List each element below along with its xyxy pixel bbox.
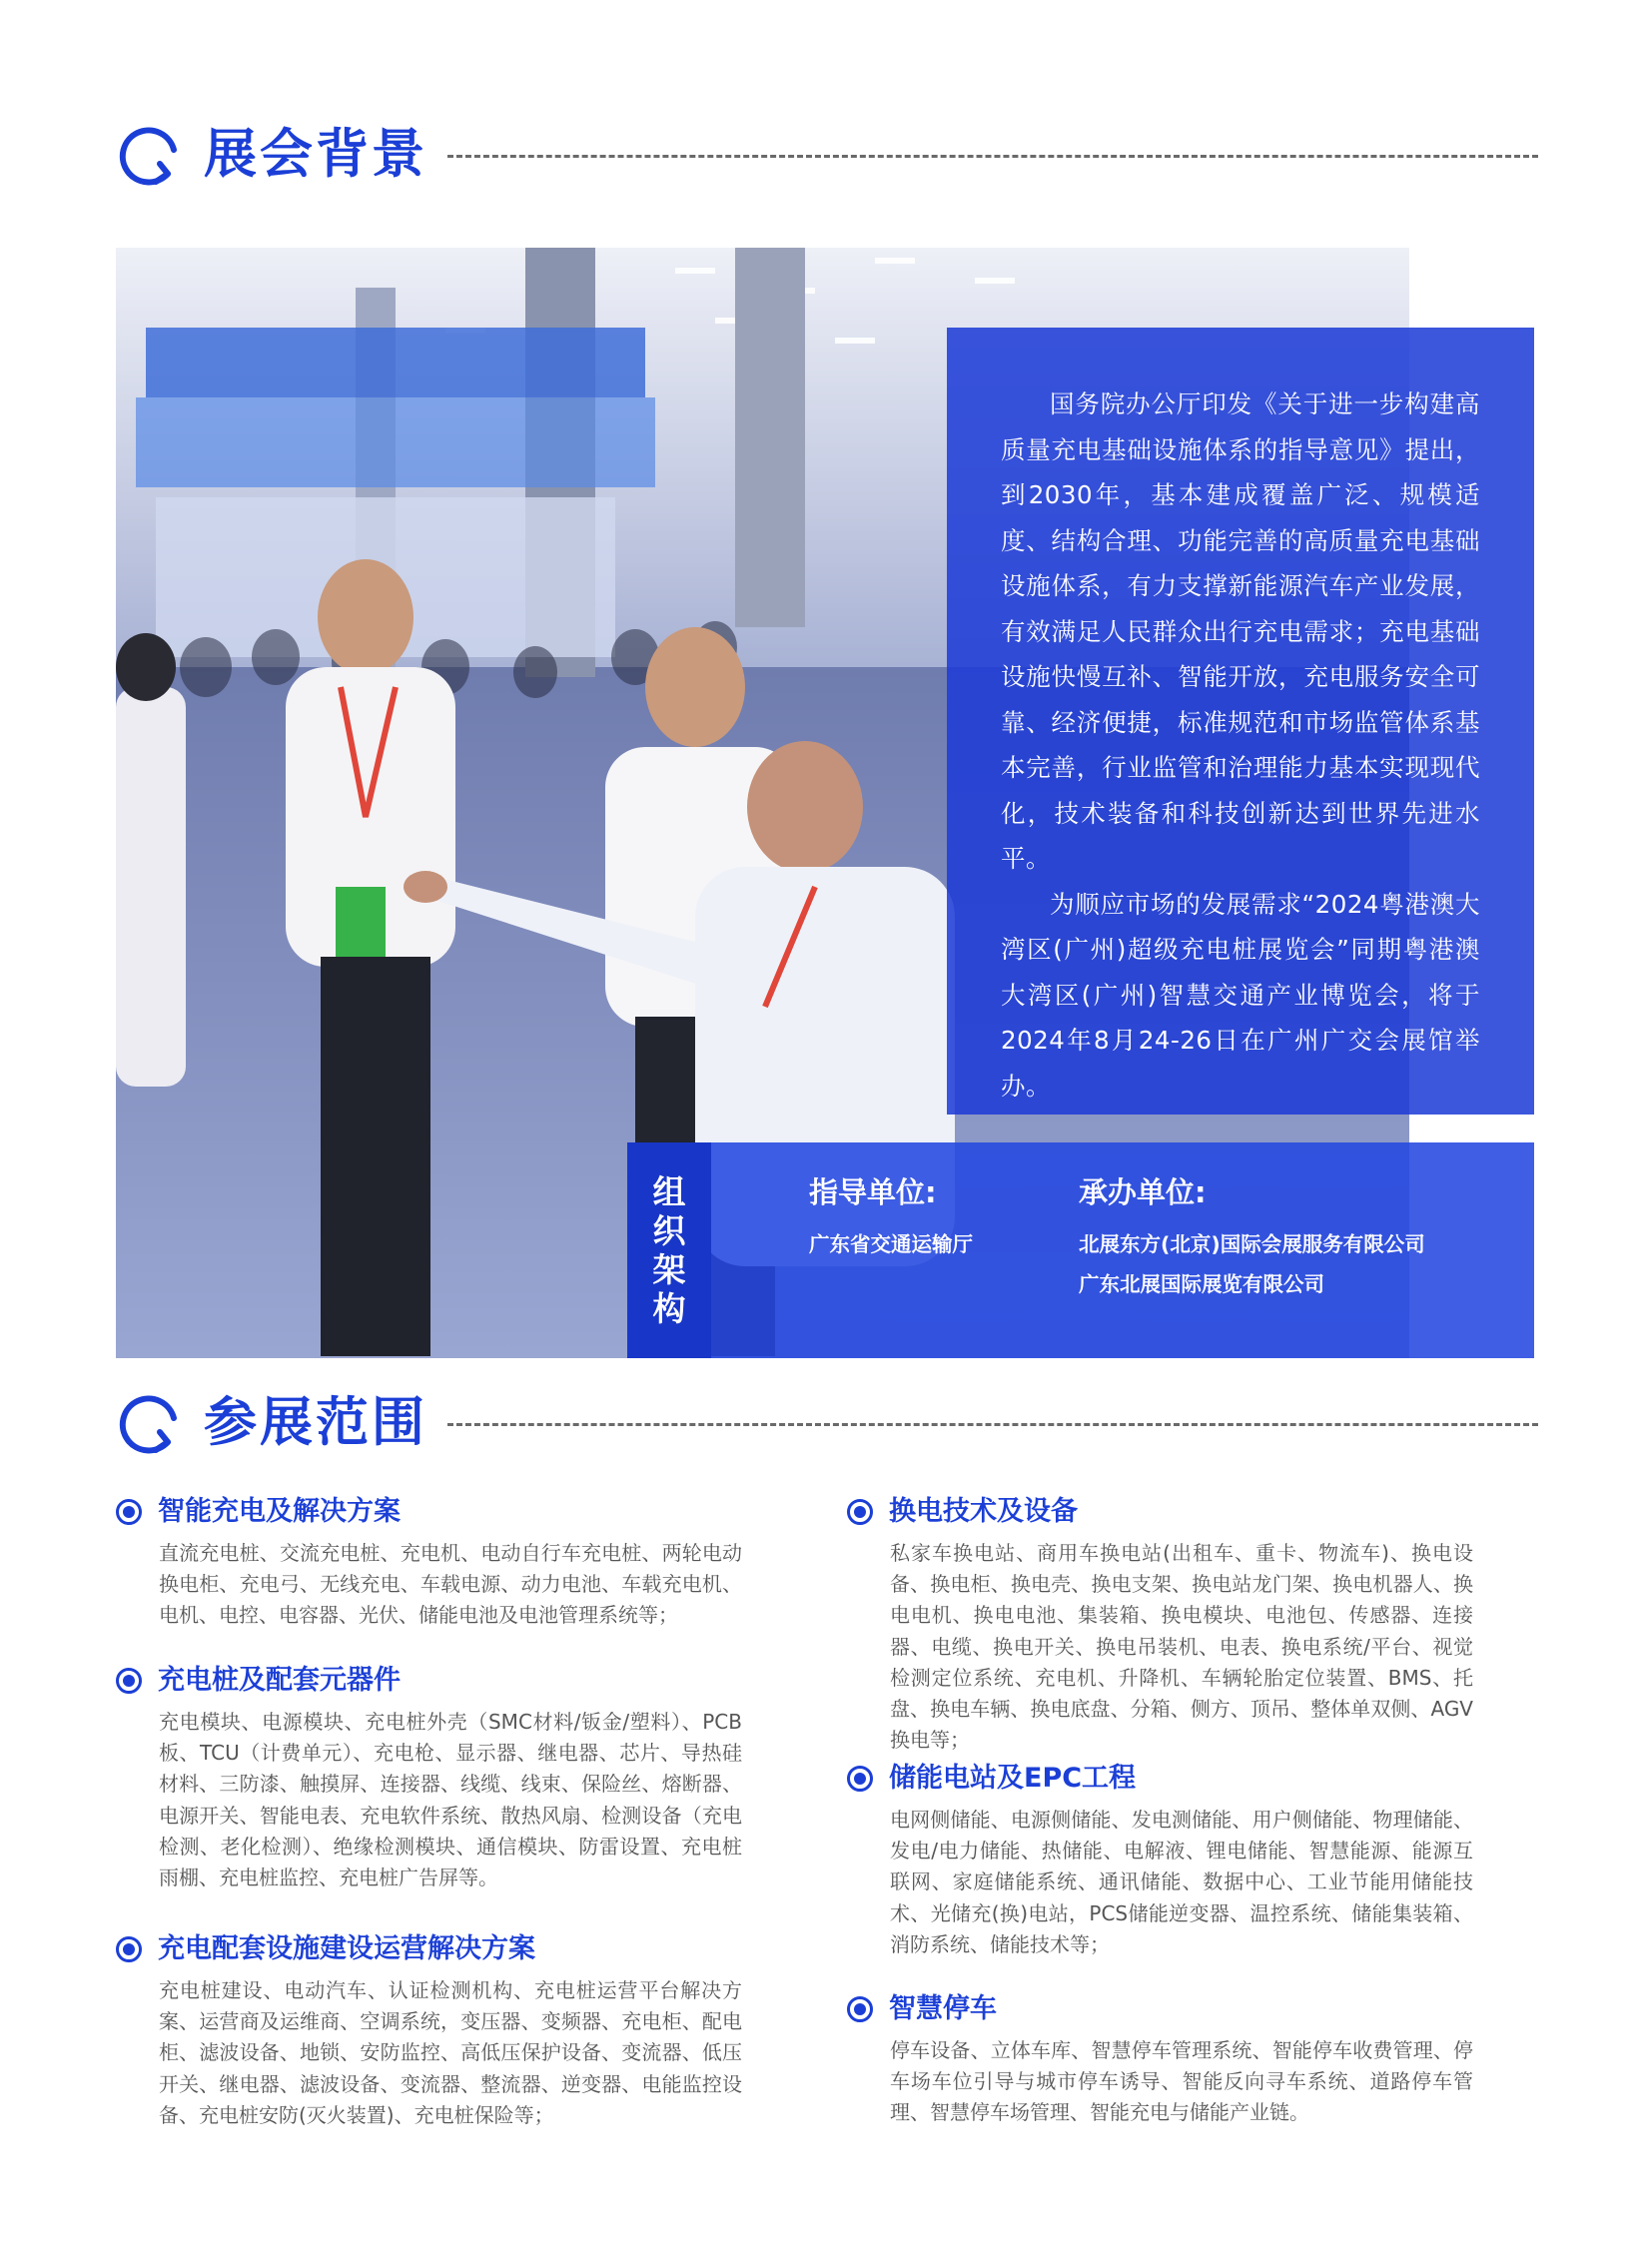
host-unit-label: 承办单位: xyxy=(1079,1175,1207,1209)
host-unit-value-2: 广东北展国际展览有限公司 xyxy=(1079,1272,1324,1296)
organization-title: 组织架构 xyxy=(652,1172,686,1328)
section-title: 展会背景 xyxy=(204,124,427,185)
category-title: 充电桩及配套元器件 xyxy=(158,1665,401,1696)
dashed-divider xyxy=(447,1423,1538,1426)
bullet-dot-icon xyxy=(847,1996,873,2022)
refresh-arrow-icon xyxy=(116,122,184,190)
category-text: 充电桩建设、电动汽车、认证检测机构、充电桩运营平台解决方案、运营商及运维商、空调系统，变压器、变频器、充电柜、配电柜、滤波设备、地锁、安防监控、高低压保护设备、变流器、低压开关、继电器、滤波设备、变流器、整流器、逆变器、电能监控设备、充电桩安防(灭火装置)、充电桩保险等； xyxy=(159,1978,742,2127)
organization-label-block xyxy=(627,1142,711,1358)
background-text-panel xyxy=(947,328,1534,1115)
category-text: 充电模块、电源模块、充电桩外壳（SMC材料/钣金/塑料）、PCB板、TCU（计费单元）、充电枪、显示器、继电器、芯片、导热硅材料、三防漆、触摸屏、连接器、线缆、线束、保险丝、熔断器、电源开关、智能电表、充电软件系统、散热风扇、检测设备（充电检测、老化检测）、绝缘检测模块、通信模块、防雷设置、充电桩雨棚、充电桩监控、充电桩广告屏等。 xyxy=(159,1710,742,1890)
guide-unit xyxy=(809,1172,973,1264)
category-text: 电网侧储能、电源侧储能、发电测储能、用户侧储能、物理储能、发电/电力储能、热储能、电解液、锂电储能、智慧能源、能源互联网、家庭储能系统、通讯储能、数据中心、工业节能用储能技术、光储充(换)电站，PCS储能逆变器、温控系统、储能集装箱、消防系统、储能技术等； xyxy=(890,1808,1473,1956)
guide-unit-value: 广东省交通运输厅 xyxy=(809,1232,973,1256)
category-title: 换电技术及设备 xyxy=(889,1496,1078,1527)
category-title: 储能电站及EPC工程 xyxy=(889,1763,1137,1794)
host-unit xyxy=(1079,1172,1425,1304)
section-title: 参展范围 xyxy=(204,1392,427,1453)
background-paragraph-1: 国务院办公厅印发《关于进一步构建高质量充电基础设施体系的指导意见》提出，到2030年，基本建成覆盖广泛、规模适度、结构合理、功能完善的高质量充电基础设施体系，有力支撑新能源汽车产业发展，有效满足人民群众出行充电需求；充电基础设施快慢互补、智能开放，充电服务安全可靠、经济便捷，标准规范和市场监管体系基本完善，行业监管和治理能力基本实现现代化，技术装备和科技创新达到世界先进水平。 xyxy=(1001,389,1480,873)
section-header-scope xyxy=(116,1384,1538,1464)
category-text: 私家车换电站、商用车换电站(出租车、重卡、物流车)、换电设备、换电柜、换电壳、换电支架、换电站龙门架、换电机器人、换电电机、换电电池、集装箱、换电模块、电池包、传感器、连接器、电缆、换电开关、换电吊装机、电表、换电系统/平台、视觉检测定位系统、充电机、升降机、车辆轮胎定位装置、BMS、托盘、换电车辆、换电底盘、分箱、侧方、顶吊、整体单双侧、AGV换电等； xyxy=(890,1541,1473,1753)
category-text: 停车设备、立体车库、智慧停车管理系统、智能停车收费管理、停车场车位引导与城市停车诱导、智能反向寻车系统、道路停车管理、智慧停车场管理、智能充电与储能产业链。 xyxy=(890,2038,1473,2125)
refresh-arrow-icon xyxy=(116,1390,184,1458)
host-unit-value-1: 北展东方(北京)国际会展服务有限公司 xyxy=(1079,1232,1425,1256)
category-title: 智能充电及解决方案 xyxy=(158,1496,401,1527)
background-paragraph-2: 为顺应市场的发展需求“2024粤港澳大湾区(广州)超级充电桩展览会”同期粤港澳大湾区(广州)智慧交通产业博览会，将于2024年8月24-26日在广州广交会展馆举办。 xyxy=(1001,889,1480,1101)
category-text: 直流充电桩、交流充电桩、充电机、电动自行车充电桩、两轮电动换电柜、充电弓、无线充电、车载电源、动力电池、车载充电机、电机、电控、电容器、光伏、储能电池及电池管理系统等； xyxy=(159,1541,742,1628)
bullet-dot-icon xyxy=(116,1936,142,1962)
bullet-dot-icon xyxy=(116,1668,142,1694)
category-title: 智慧停车 xyxy=(889,1993,997,2024)
dashed-divider xyxy=(447,155,1538,158)
bullet-dot-icon xyxy=(847,1499,873,1525)
organization-bar xyxy=(627,1142,1534,1358)
bullet-dot-icon xyxy=(847,1766,873,1792)
section-header-background xyxy=(116,116,1538,196)
bullet-dot-icon xyxy=(116,1499,142,1525)
guide-unit-label: 指导单位: xyxy=(809,1175,937,1209)
category-title: 充电配套设施建设运营解决方案 xyxy=(158,1933,535,1964)
